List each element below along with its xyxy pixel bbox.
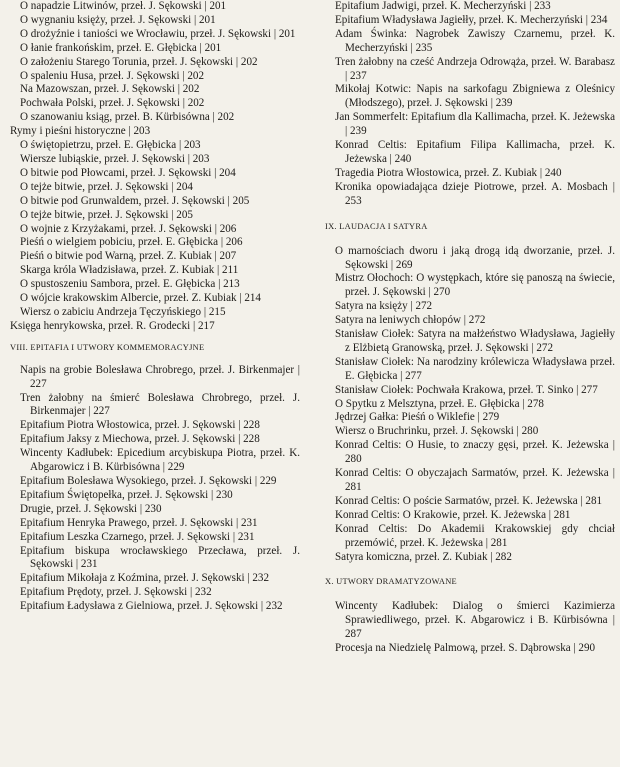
section-heading-viii: VIII. EPITAFIA I UTWORY KOMMEMORACYJNE	[10, 342, 205, 352]
section-viii-entries	[10, 364, 300, 614]
toc-entry: Mistrz Ołochoch: O występkach, które się panoszą na świecie, przeł. J. Sękowski | 270	[335, 272, 615, 299]
toc-entry: Epitafium Jaksy z Miechowa, przeł. J. Sękowski | 228	[20, 433, 260, 446]
right-column	[325, 0, 615, 656]
toc-entry: Wincenty Kadłubek: Epicedium arcybiskupa Piotra, przeł. K. Abgarowicz i B. Kürbisówna | 229	[20, 447, 300, 474]
toc-entry: O szanowaniu ksiąg, przeł. B. Kürbisówna | 202	[20, 111, 235, 124]
toc-entry: O świętopietrzu, przeł. E. Głębicka | 203	[20, 139, 201, 152]
toc-entry: Epitafium Bolesława Wysokiego, przeł. J. Sękowski | 229	[20, 475, 277, 487]
toc-entry: Epitafium Piotra Włostowica, przeł. J. Sękowski | 228	[20, 419, 260, 432]
toc-entry: Konrad Celtis: O poście Sarmatów, przeł. K. Jeżewska | 281	[335, 494, 603, 507]
toc-entry: Epitafium biskupa wrocławskiego Przecława, przeł. J. Sękowski | 231	[20, 544, 300, 571]
toc-entry: Satyra komiczna, przeł. Z. Kubiak | 282	[335, 550, 512, 563]
toc-entry: Księga henrykowska, przeł. R. Grodecki | 217	[10, 319, 215, 332]
toc-entry: O spaleniu Husa, przeł. J. Sękowski | 202	[20, 69, 205, 82]
toc-entry: Konrad Celtis: O obyczajach Sarmatów, przeł. K. Jeżewska | 281	[335, 467, 615, 493]
toc-entry: Wiersz o Bruchrinku, przeł. J. Sękowski | 280	[335, 425, 539, 438]
toc-entry: Drugie, przeł. J. Sękowski | 230	[20, 502, 162, 515]
toc-entry: Adam Świnka: Nagrobek Zawiszy Czarnemu, przeł. K. Mecherzyński | 235	[335, 27, 615, 54]
toc-entry: Konrad Celtis: O Husie, to znaczy gęsi, przeł. K. Jeżewska | 280	[335, 439, 615, 466]
toc-entry: O założeniu Starego Torunia, przeł. J. Sękowski | 202	[20, 55, 258, 68]
toc-entry: Stanisław Ciołek: Na narodziny królewicza Władysława przeł. E. Głębicka | 277	[335, 355, 615, 382]
toc-entry: Epitafium Mikołaja z Koźmina, przeł. J. Sękowski | 232	[20, 572, 270, 585]
toc-entry: Tren żałobny na cześć Andrzeja Odrowąża, przeł. W. Barabasz | 237	[335, 55, 615, 82]
toc-entry: O wojnie z Krzyżakami, przeł. J. Sękowski | 206	[20, 222, 237, 235]
toc-entry: O drożyźnie i taniości we Wrocławiu, przeł. J. Sękowski | 201	[20, 27, 296, 40]
toc-entry: O bitwie pod Grunwaldem, przeł. J. Sękowski | 205	[20, 194, 250, 207]
toc-entry: Epitafium Henryka Prawego, przeł. J. Sękowski | 231	[20, 516, 258, 529]
toc-entry: Satyra na księży | 272	[335, 300, 433, 313]
toc-entry: Mikołaj Kotwic: Napis na sarkofagu Zbigniewa z Oleśnicy (Młodszego), przeł. J. Sękowski | 239	[335, 83, 615, 110]
toc-entry: Napis na grobie Bolesława Chrobrego, przeł. J. Birkenmajer | 227	[20, 363, 300, 390]
toc-entry: Stanisław Ciołek: Satyra na małżeństwo Władysława, Jagiełły z Elżbietą Granowską, przeł. J. Sękowski | 272	[335, 328, 615, 354]
toc-entry: O wójcie krakowskim Albercie, przeł. Z. Kubiak | 214	[20, 292, 261, 305]
toc-entry: Satyra na leniwych chłopów | 272	[335, 314, 486, 327]
toc-entry: Na Mazowszan, przeł. J. Sękowski | 202	[20, 83, 200, 96]
section-heading-x: X. UTWORY DRAMATYZOWANE	[325, 577, 457, 587]
toc-entry: O bitwie pod Płowcami, przeł. J. Sękowski | 204	[20, 166, 236, 179]
toc-entry: Tren żałobny na śmierć Bolesława Chrobrego, przeł. J. Birkenmajer | 227	[20, 391, 300, 418]
toc-entry: Kronika opowiadająca dzieje Piotrowe, przeł. A. Mosbach | 253	[335, 180, 615, 207]
toc-entry: Wiersz o zabiciu Andrzeja Tęczyńskiego | 215	[20, 305, 226, 318]
section-heading-ix: IX. LAUDACJA I SATYRA	[325, 221, 428, 231]
left-block	[10, 0, 300, 334]
toc-entry: O tejże bitwie, przeł. J. Sękowski | 204	[20, 180, 193, 193]
toc-entry: Stanisław Ciołek: Pochwała Krakowa, przeł. T. Sinko | 277	[335, 383, 598, 396]
toc-entry: O napadzie Litwinów, przeł. J. Sękowski | 201	[20, 0, 227, 12]
toc-entry: Pochwała Polski, przeł. J. Sękowski | 202	[20, 97, 205, 110]
toc-entry: Jan Sommerfelt: Epitafium dla Kallimacha, przeł. K. Jeżewska | 239	[335, 111, 615, 138]
toc-entry: O łanie frankońskim, przeł. E. Głębicka | 201	[20, 41, 222, 54]
toc-entry: Epitafium Władysława Jagiełły, przeł. K. Mecherzyński | 234	[335, 13, 608, 26]
toc-entry: Epitafium Ładysława z Gielniowa, przeł. J. Sękowski | 232	[20, 600, 283, 613]
toc-entry: O wygnaniu księży, przeł. J. Sękowski | 201	[20, 13, 216, 26]
toc-entry: Epitafium Leszka Czarnego, przeł. J. Sękowski | 231	[20, 530, 255, 543]
toc-entry: Konrad Celtis: Epitafium Filipa Kallimacha, przeł. K. Jeżewska | 240	[335, 139, 615, 165]
toc-entry: Pieśń o wielgiem pobiciu, przeł. E. Głębicka | 206	[20, 236, 243, 249]
section-ix-entries	[325, 245, 615, 565]
left-column	[10, 0, 300, 614]
section-x-entries	[325, 600, 615, 656]
toc-entry: Epitafium Prędoty, przeł. J. Sękowski | 232	[20, 586, 212, 599]
toc-entry: Konrad Celtis: Do Akademii Krakowskiej gdy chciał przemówić, przeł. K. Jeżewska | 281	[335, 522, 615, 549]
toc-entry: O tejże bitwie, przeł. J. Sękowski | 205	[20, 208, 193, 221]
toc-entry: Epitafium Jadwigi, przeł. K. Mecherzyński | 233	[335, 0, 551, 12]
toc-entry: Rymy i pieśni historyczne | 203	[10, 125, 151, 138]
toc-entry: Pieśń o bitwie pod Warną, przeł. Z. Kubiak | 207	[20, 250, 237, 263]
toc-entry: Wiersze lubiąskie, przeł. J. Sękowski | 203	[20, 152, 210, 165]
toc-entry: Konrad Celtis: O Krakowie, przeł. K. Jeżewska | 281	[335, 508, 571, 521]
toc-entry: O Spytku z Melsztyna, przeł. E. Głębicka | 278	[335, 397, 544, 410]
toc-entry: O marnościach dworu i jaką drogą idą dworzanie, przeł. J. Sękowski | 269	[335, 244, 615, 271]
toc-entry: Jędrzej Gałka: Pieśń o Wiklefie | 279	[335, 411, 500, 424]
toc-entry: Wincenty Kadłubek: Dialog o śmierci Kazimierza Sprawiedliwego, przeł. K. Abgarowicz i B. Kürbisówna | 287	[335, 600, 615, 641]
right-block	[325, 0, 615, 209]
toc-entry: Tragedia Piotra Włostowica, przeł. Z. Kubiak | 240	[335, 166, 562, 179]
toc-entry: Skarga króla Władzisława, przeł. Z. Kubiak | 211	[20, 264, 239, 277]
toc-entry: O spustoszeniu Sambora, przeł. E. Głębicka | 213	[20, 278, 240, 291]
toc-entry: Epitafium Świętopełka, przeł. J. Sękowski | 230	[20, 488, 233, 501]
toc-entry: Procesja na Niedzielę Palmową, przeł. S. Dąbrowska | 290	[335, 642, 596, 655]
